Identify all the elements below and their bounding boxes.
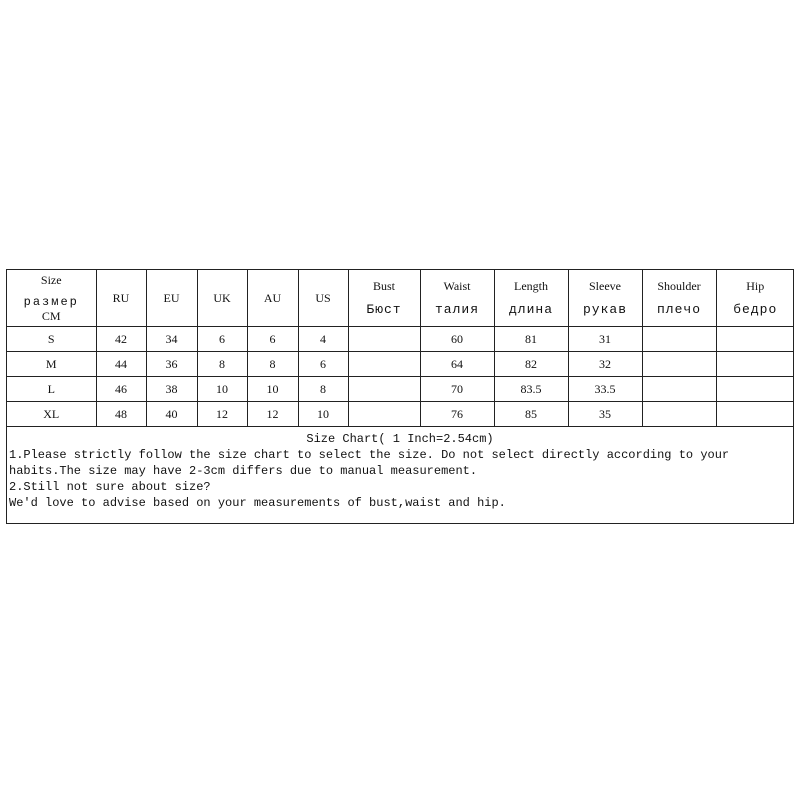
cell-eu: 40 — [146, 402, 197, 427]
measure-label-en: Sleeve — [589, 279, 621, 293]
size-chart — [6, 269, 794, 524]
region-header-uk: UK — [197, 270, 247, 327]
measure-header-sleeve — [568, 270, 642, 327]
size-header-cell — [7, 270, 96, 327]
region-header-eu: EU — [146, 270, 197, 327]
measure-label-en: Length — [514, 279, 548, 293]
measure-header-bust — [348, 270, 420, 327]
table-row — [7, 377, 794, 402]
cell-au: 8 — [247, 352, 298, 377]
size-table — [7, 270, 794, 427]
cell-us: 10 — [298, 402, 348, 427]
cell-eu: 38 — [146, 377, 197, 402]
cell-sleeve: 35 — [568, 402, 642, 427]
cell-ru: 42 — [96, 327, 146, 352]
cell-shoulder — [642, 402, 716, 427]
measure-label-ru: плечо — [656, 302, 701, 317]
region-header-us: US — [298, 270, 348, 327]
cell-us: 4 — [298, 327, 348, 352]
table-header-row — [7, 270, 794, 327]
cell-hip — [716, 352, 794, 377]
size-label: Size — [40, 273, 62, 287]
size-unit: CM — [41, 309, 61, 323]
cell-waist: 76 — [420, 402, 494, 427]
measure-header-shoulder — [642, 270, 716, 327]
measure-header-waist — [420, 270, 494, 327]
region-header-ru: RU — [96, 270, 146, 327]
table-row — [7, 402, 794, 427]
cell-au: 10 — [247, 377, 298, 402]
measure-header-hip — [716, 270, 794, 327]
cell-uk: 6 — [197, 327, 247, 352]
cell-hip — [716, 377, 794, 402]
size-notes — [7, 427, 793, 511]
cell-bust — [348, 402, 420, 427]
measure-header-length — [494, 270, 568, 327]
cell-waist: 60 — [420, 327, 494, 352]
measure-label-en: Shoulder — [657, 279, 701, 293]
measure-label-ru: длина — [508, 302, 553, 317]
cell-waist: 70 — [420, 377, 494, 402]
table-row — [7, 352, 794, 377]
measure-label-en: Hip — [746, 279, 765, 293]
region-header-au: AU — [247, 270, 298, 327]
note-line-3: We'd love to advise based on your measurements of bust,waist and hip. — [9, 496, 506, 510]
note-line-1: 1.Please strictly follow the size chart to select the size. Do not select directly according to your habits.The size may have 2-3cm differs due to manual measurement. — [9, 448, 730, 478]
cell-us: 6 — [298, 352, 348, 377]
measure-label-ru: бедро — [733, 302, 778, 317]
cell-eu: 34 — [146, 327, 197, 352]
cell-shoulder — [642, 377, 716, 402]
cell-bust — [348, 327, 420, 352]
cell-ru: 48 — [96, 402, 146, 427]
cell-size: M — [7, 352, 96, 377]
cell-uk: 8 — [197, 352, 247, 377]
cell-hip — [716, 402, 794, 427]
table-row — [7, 327, 794, 352]
measure-label-ru: рукав — [582, 302, 627, 317]
measure-label-en: Bust — [372, 279, 395, 293]
measure-label-en: Waist — [443, 279, 471, 293]
cell-size: S — [7, 327, 96, 352]
cell-ru: 46 — [96, 377, 146, 402]
cell-length: 83.5 — [494, 377, 568, 402]
note-line-2: 2.Still not sure about size? — [9, 480, 211, 494]
cell-au: 6 — [247, 327, 298, 352]
cell-sleeve: 31 — [568, 327, 642, 352]
cell-size: XL — [7, 402, 96, 427]
cell-size: L — [7, 377, 96, 402]
cell-ru: 44 — [96, 352, 146, 377]
cell-au: 12 — [247, 402, 298, 427]
measure-label-ru: Бюст — [366, 302, 402, 317]
size-label-ru: размер — [23, 295, 79, 309]
cell-length: 81 — [494, 327, 568, 352]
cell-sleeve: 33.5 — [568, 377, 642, 402]
cell-length: 82 — [494, 352, 568, 377]
cell-hip — [716, 327, 794, 352]
size-chart-caption: Size Chart( 1 Inch=2.54cm) — [306, 432, 494, 446]
cell-sleeve: 32 — [568, 352, 642, 377]
cell-bust — [348, 352, 420, 377]
cell-us: 8 — [298, 377, 348, 402]
cell-shoulder — [642, 327, 716, 352]
cell-uk: 10 — [197, 377, 247, 402]
cell-shoulder — [642, 352, 716, 377]
cell-length: 85 — [494, 402, 568, 427]
cell-waist: 64 — [420, 352, 494, 377]
cell-uk: 12 — [197, 402, 247, 427]
measure-label-ru: талия — [434, 302, 479, 317]
cell-eu: 36 — [146, 352, 197, 377]
cell-bust — [348, 377, 420, 402]
